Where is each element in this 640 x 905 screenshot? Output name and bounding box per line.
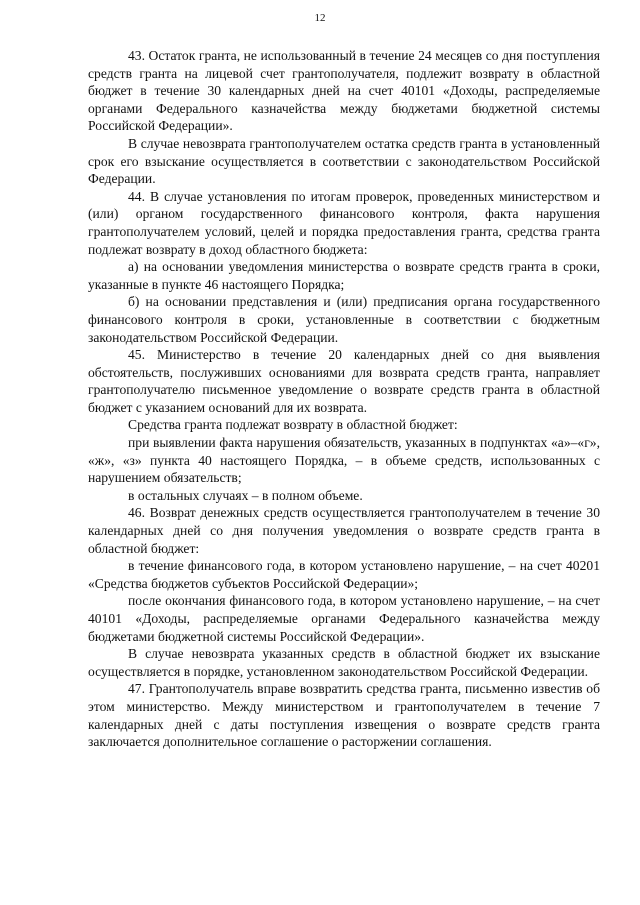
paragraph-43: 43. Остаток гранта, не использованный в течение 24 месяцев со дня поступления средств гранта на лицевой счет грантополучателя, подлежит возврату в областной бюджет в течение 30 календарных дней на счет 40101 «Доходы, распределяемые органами Федерального казначейства между бюджетами бюджетной системы Российской Федерации». [88,48,600,134]
paragraph-45-other-cases: в остальных случаях – в полном объеме. [128,487,363,503]
paragraph-47: 47. Грантополучатель вправе возвратить средства гранта, письменно известив об этом министерство. Между министерством и грантополучателем в течение 7 календарных дней с даты поступления извещения о возврате средств гранта заключается дополнительное соглашение о расторжении соглашения. [88,681,600,750]
paragraph-45-violation-case: при выявлении факта нарушения обязательств, указанных в подпунктах «а»–«г», «ж», «з» пункта 40 настоящего Порядка, – в объеме средств, использованных с нарушением обязательств; [88,435,600,486]
paragraph-44-b: б) на основании представления и (или) предписания органа государственного финансового контроля в сроки, установленные в соответствии с бюджетным законодательством Российской Федерации. [88,294,600,345]
paragraph-45: 45. Министерство в течение 20 календарных дней со дня выявления обстоятельств, послуживших основаниями для возврата средств гранта, направляет грантополучателю письменное уведомление о возврате средств гранта в областной бюджет с указанием оснований для их возврата. [88,347,600,415]
document-body [88,47,600,751]
paragraph-43-nonreturn: В случае невозврата грантополучателем остатка средств гранта в установленный срок его взыскание осуществляется в соответствии с законодательством Российской Федерации. [88,135,600,187]
page-number: 12 [314,12,326,24]
paragraph-44: 44. В случае установления по итогам проверок, проведенных министерством и (или) органом государственного финансового контроля, факта нарушения грантополучателем условий, целей и порядка предоставления гранта, средства гранта подлежат возврату в доход областного бюджета: [88,188,600,257]
paragraph-46-after-year: после окончания финансового года, в котором установлено нарушение, – на счет 40101 «Доходы, распределяемые органами Федерального казначейства между бюджетами бюджетной системы Российской Федерации». [88,593,600,644]
paragraph-44-a: а) на основании уведомления министерства о возврате средств гранта в сроки, указанные в пункте 46 настоящего Порядка; [88,259,600,292]
paragraph-46: 46. Возврат денежных средств осуществляется грантополучателем в течение 30 календарных дней со дня получения уведомления о возврате средств гранта в областной бюджет: [88,505,600,556]
paragraph-46-nonreturn: В случае невозврата указанных средств в областной бюджет их взыскание осуществляется в порядке, установленном законодательством Российской Федерации. [88,646,600,679]
paragraph-45-return-intro: Средства гранта подлежат возврату в областной бюджет: [128,417,458,433]
paragraph-46-current-year: в течение финансового года, в котором установлено нарушение, – на счет 40201 «Средства бюджетов субъектов Российской Федерации»; [88,558,600,591]
